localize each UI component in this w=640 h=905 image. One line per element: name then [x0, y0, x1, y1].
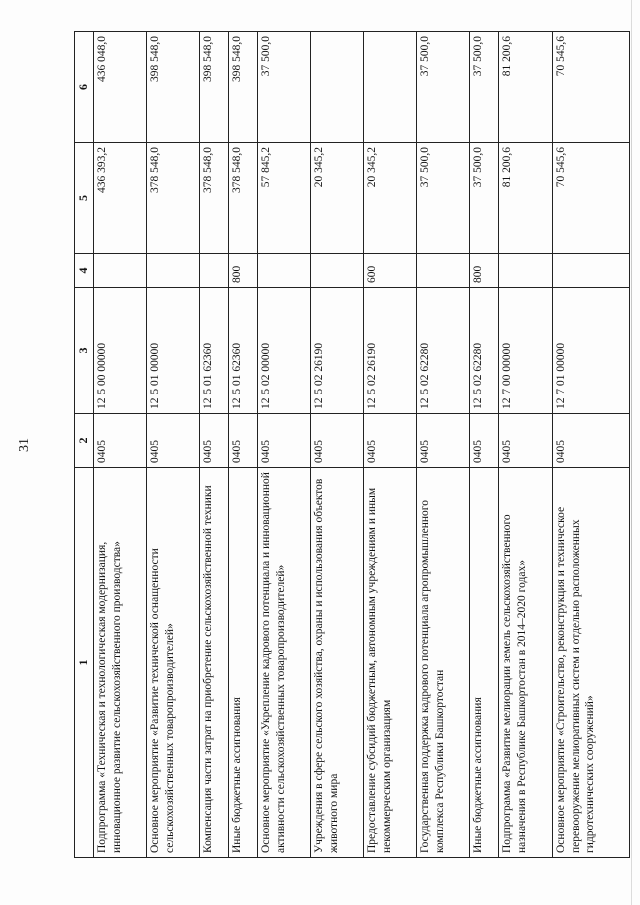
expense-type	[552, 254, 629, 288]
amount-col-5: 37 500,0	[470, 143, 499, 254]
page-number: 31	[17, 438, 32, 452]
row-name: Предоставление субсидий бюджетным, автономным учреждениям и иным некоммерческим организациям	[364, 468, 417, 858]
target-article: 12 5 02 26190	[364, 288, 417, 414]
target-article: 12 5 02 62280	[417, 288, 470, 414]
table-row	[552, 32, 629, 858]
amount-col-6: 37 500,0	[470, 32, 499, 143]
table-row	[146, 32, 199, 858]
section-code: 0405	[417, 414, 470, 468]
amount-col-5: 378 548,0	[199, 143, 228, 254]
table-row	[93, 32, 146, 858]
amount-col-6: 81 200,6	[499, 32, 552, 143]
expense-type	[499, 254, 552, 288]
expense-type	[417, 254, 470, 288]
header-col-4: 4	[75, 254, 94, 288]
expense-type	[311, 254, 364, 288]
section-code: 0405	[311, 414, 364, 468]
table-area	[74, 32, 630, 858]
header-row	[75, 32, 94, 858]
header-col-1: 1	[75, 468, 94, 858]
amount-col-6	[311, 32, 364, 143]
amount-col-5: 20 345,2	[311, 143, 364, 254]
budget-table	[74, 31, 630, 858]
row-name: Основное мероприятие «Строительство, реконструкция и техническое перевооружение мелиоративных систем и отдельно расположенных гидротехнических сооружений»	[552, 468, 629, 858]
expense-type: 800	[228, 254, 257, 288]
section-code: 0405	[470, 414, 499, 468]
expense-type: 800	[470, 254, 499, 288]
table-row	[499, 32, 552, 858]
amount-col-5: 378 548,0	[228, 143, 257, 254]
expense-type	[199, 254, 228, 288]
section-code: 0405	[93, 414, 146, 468]
row-name: Компенсация части затрат на приобретение сельскохозяйственной техники	[199, 468, 228, 858]
table-row	[311, 32, 364, 858]
expense-type: 600	[364, 254, 417, 288]
section-code: 0405	[364, 414, 417, 468]
target-article: 12 5 01 62360	[199, 288, 228, 414]
amount-col-6: 436 048,0	[93, 32, 146, 143]
table-row	[417, 32, 470, 858]
row-name: Основное мероприятие «Укрепление кадрового потенциала и инновационной активности сельскохозяйственных товаропроизводителей»	[257, 468, 310, 858]
amount-col-6	[364, 32, 417, 143]
target-article: 12 5 00 00000	[93, 288, 146, 414]
row-name: Государственная поддержка кадрового потенциала агропромышленного комплекса Республики Башкортостан	[417, 468, 470, 858]
rotated-table-wrapper	[74, 32, 630, 858]
target-article: 12 5 02 00000	[257, 288, 310, 414]
amount-col-5: 20 345,2	[364, 143, 417, 254]
expense-type	[257, 254, 310, 288]
target-article: 12 5 02 62280	[470, 288, 499, 414]
row-name: Подпрограмма «Техническая и технологическая модернизация, инновационное развитие сельскохозяйственного производства»	[93, 468, 146, 858]
section-code: 0405	[499, 414, 552, 468]
row-name: Иные бюджетные ассигнования	[470, 468, 499, 858]
target-article: 12 7 00 00000	[499, 288, 552, 414]
row-name: Основное мероприятие «Развитие технической оснащенности сельскохозяйственных товаропроизводителей»	[146, 468, 199, 858]
amount-col-5: 436 393,2	[93, 143, 146, 254]
section-code: 0405	[257, 414, 310, 468]
table-row	[199, 32, 228, 858]
table-row	[257, 32, 310, 858]
table-row	[228, 32, 257, 858]
expense-type	[146, 254, 199, 288]
amount-col-5: 70 545,6	[552, 143, 629, 254]
row-name: Иные бюджетные ассигнования	[228, 468, 257, 858]
section-code: 0405	[228, 414, 257, 468]
scan-edge	[631, 0, 632, 905]
target-article: 12 7 01 00000	[552, 288, 629, 414]
target-article: 12 5 01 00000	[146, 288, 199, 414]
expense-type	[93, 254, 146, 288]
table-row	[364, 32, 417, 858]
amount-col-5: 37 500,0	[417, 143, 470, 254]
table-row	[470, 32, 499, 858]
header-col-5: 5	[75, 143, 94, 254]
section-code: 0405	[199, 414, 228, 468]
amount-col-6: 398 548,0	[228, 32, 257, 143]
header-col-6: 6	[75, 32, 94, 143]
section-code: 0405	[146, 414, 199, 468]
amount-col-5: 57 845,2	[257, 143, 310, 254]
row-name: Учреждения в сфере сельского хозяйства, охраны и использования объектов животного мира	[311, 468, 364, 858]
amount-col-6: 37 500,0	[417, 32, 470, 143]
target-article: 12 5 02 26190	[311, 288, 364, 414]
row-name: Подпрограмма «Развитие мелиорации земель сельскохозяйственного назначения в Республике Башкортостан в 2014–2020 годах»	[499, 468, 552, 858]
header-col-3: 3	[75, 288, 94, 414]
amount-col-5: 81 200,6	[499, 143, 552, 254]
amount-col-6: 70 545,6	[552, 32, 629, 143]
section-code: 0405	[552, 414, 629, 468]
header-col-2: 2	[75, 414, 94, 468]
amount-col-6: 398 548,0	[199, 32, 228, 143]
amount-col-6: 398 548,0	[146, 32, 199, 143]
target-article: 12 5 01 62360	[228, 288, 257, 414]
amount-col-5: 378 548,0	[146, 143, 199, 254]
amount-col-6: 37 500,0	[257, 32, 310, 143]
